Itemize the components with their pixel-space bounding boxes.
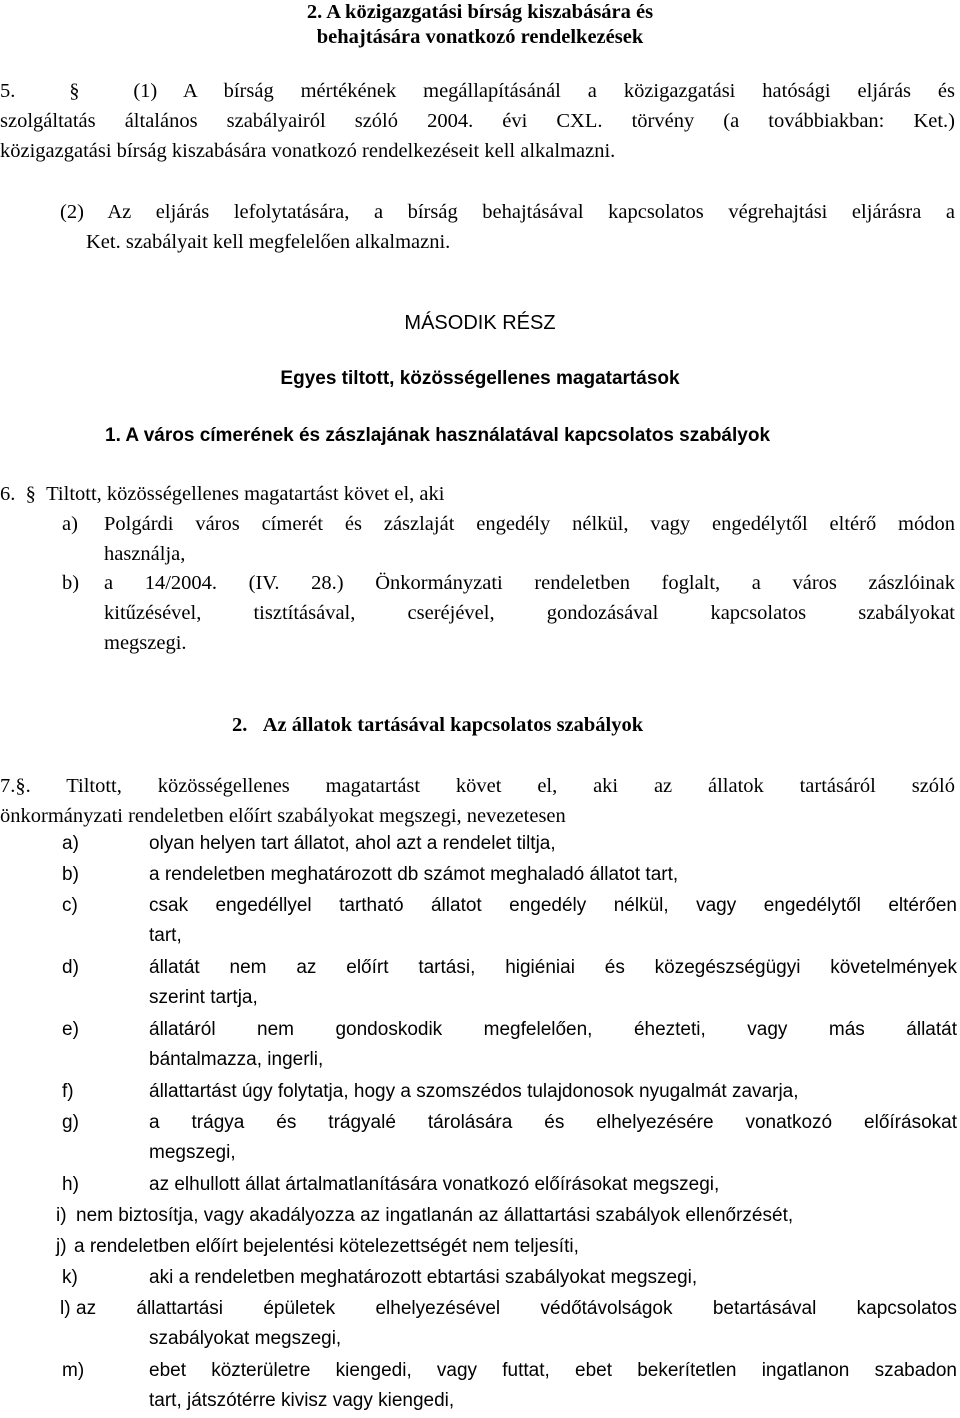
section-sign: §	[69, 80, 80, 102]
section-heading-line1: 2. A közigazgatási bírság kiszabására és	[306, 1, 654, 23]
list-item: k) aki a rendeletben meghatározott ebtartási szabályokat megszegi,	[62, 1263, 957, 1294]
item-label: d)	[62, 957, 79, 978]
list-item: g) a trágya és trágyalé tárolására és elhelyezésére vonatkozó előírásokat megszegi,	[62, 1108, 957, 1170]
chapter-1-title: 1. A város címerének és zászlajának használatával kapcsolatos szabályok	[105, 425, 771, 446]
item-label: l)	[60, 1298, 71, 1319]
item-label: i)	[56, 1205, 67, 1226]
item-label: a)	[62, 513, 78, 535]
paragraph-7	[0, 771, 955, 831]
paragraph-5-line1: 5. § (1) A bírság mértékének megállapításánál a közigazgatási hatósági eljárás és	[0, 80, 956, 102]
item-label: c)	[62, 895, 78, 916]
item-label: b)	[62, 572, 80, 594]
section-sign: §	[15, 775, 26, 797]
list-item: j) a rendeletben előírt bejelentési kötelezettségét nem teljesíti,	[62, 1232, 957, 1263]
item-label: b)	[62, 864, 79, 885]
paragraph-6-intro: 6. § Tiltott, közösségellenes magatartást követ el, aki	[0, 483, 445, 505]
list-item: e) állatáról nem gondoskodik megfelelően, éhezteti, vagy más állatát bántalmazza, ingerli,	[62, 1015, 957, 1077]
section-heading-line2: behajtására vonatkozó rendelkezések	[316, 26, 644, 48]
item-label: j)	[56, 1236, 67, 1257]
list-item: b) a rendeletben meghatározott db számot meghaladó állatot tart,	[62, 860, 957, 891]
list-item: m) ebet közterületre kiengedi, vagy futtat, ebet bekerítetlen ingatlanon szabadon tart, játszótérre kivisz vagy kiengedi,	[62, 1356, 957, 1418]
paragraph-7-line2: önkormányzati rendeletben előírt szabályokat megszegi, nevezetesen	[0, 805, 566, 827]
item-label: g)	[62, 1112, 79, 1133]
list-item: a) olyan helyen tart állatot, ahol azt a rendelet tiltja,	[62, 829, 957, 860]
part-subtitle: Egyes tiltott, közösségellenes magatartások	[280, 368, 680, 389]
list-item: d) állatát nem az előírt tartási, higiéniai és közegészségügyi követelmények szerint tartja,	[62, 953, 957, 1015]
list-item: h) az elhullott állat ártalmatlanítására vonatkozó előírásokat megszegi,	[62, 1170, 957, 1201]
item-label: h)	[62, 1174, 79, 1195]
item-label: k)	[62, 1267, 78, 1288]
item-label: f)	[62, 1081, 74, 1102]
paragraph-5-sub2	[60, 197, 955, 257]
paragraph-7-line1: 7.§. Tiltott, közösségellenes magatartást követ el, aki az állatok tartásáról szóló	[0, 775, 955, 797]
item-label: m)	[62, 1360, 85, 1381]
section-heading	[200, 0, 760, 50]
list-item: f) állattartást úgy folytatja, hogy a szomszédos tulajdonosok nyugalmát zavarja,	[62, 1077, 957, 1108]
paragraph-5-line2: szolgáltatás általános szabályairól szóló 2004. évi CXL. törvény (a továbbiakban: Ket.)	[0, 110, 955, 132]
section-sign: §	[25, 483, 36, 505]
list-item: i) nem biztosítja, vagy akadályozza az ingatlanán az állattartási szabályok ellenőrzését,	[62, 1201, 957, 1232]
part-title: MÁSODIK RÉSZ	[404, 312, 556, 334]
item-label: e)	[62, 1019, 79, 1040]
paragraph-6-item-b: b) a 14/2004. (IV. 28.) Önkormányzati rendeletben foglalt, a város zászlóinak kitűzésével, tisztításával, cseréjével, gondozásával kapcsolatos szabályokat megszegi.	[62, 568, 955, 658]
paragraph-7-items	[56, 829, 957, 1418]
list-item: c) csak engedéllyel tartható állatot engedély nélkül, vagy engedélytől eltérően tart,	[62, 891, 957, 953]
paragraph-5	[0, 76, 955, 166]
item-label: a)	[62, 833, 79, 854]
chapter-2-title: 2. Az állatok tartásával kapcsolatos szabályok	[232, 714, 644, 736]
paragraph-5-sub2-line2: Ket. szabályait kell megfelelően alkalmazni.	[86, 231, 451, 253]
paragraph-6-item-a: a) Polgárdi város címerét és zászlaját engedély nélkül, vagy engedélytől eltérő módon használja,	[62, 509, 955, 569]
list-item: l) az állattartási épületek elhelyezésével védőtávolságok betartásával kapcsolatos szabályokat megszegi,	[62, 1294, 957, 1356]
paragraph-5-line3: közigazgatási bírság kiszabására vonatkozó rendelkezéseit kell alkalmazni.	[0, 140, 616, 162]
paragraph-5-sub2-line1: (2) Az eljárás lefolytatására, a bírság behajtásával kapcsolatos végrehajtási eljárásra a	[60, 201, 955, 223]
